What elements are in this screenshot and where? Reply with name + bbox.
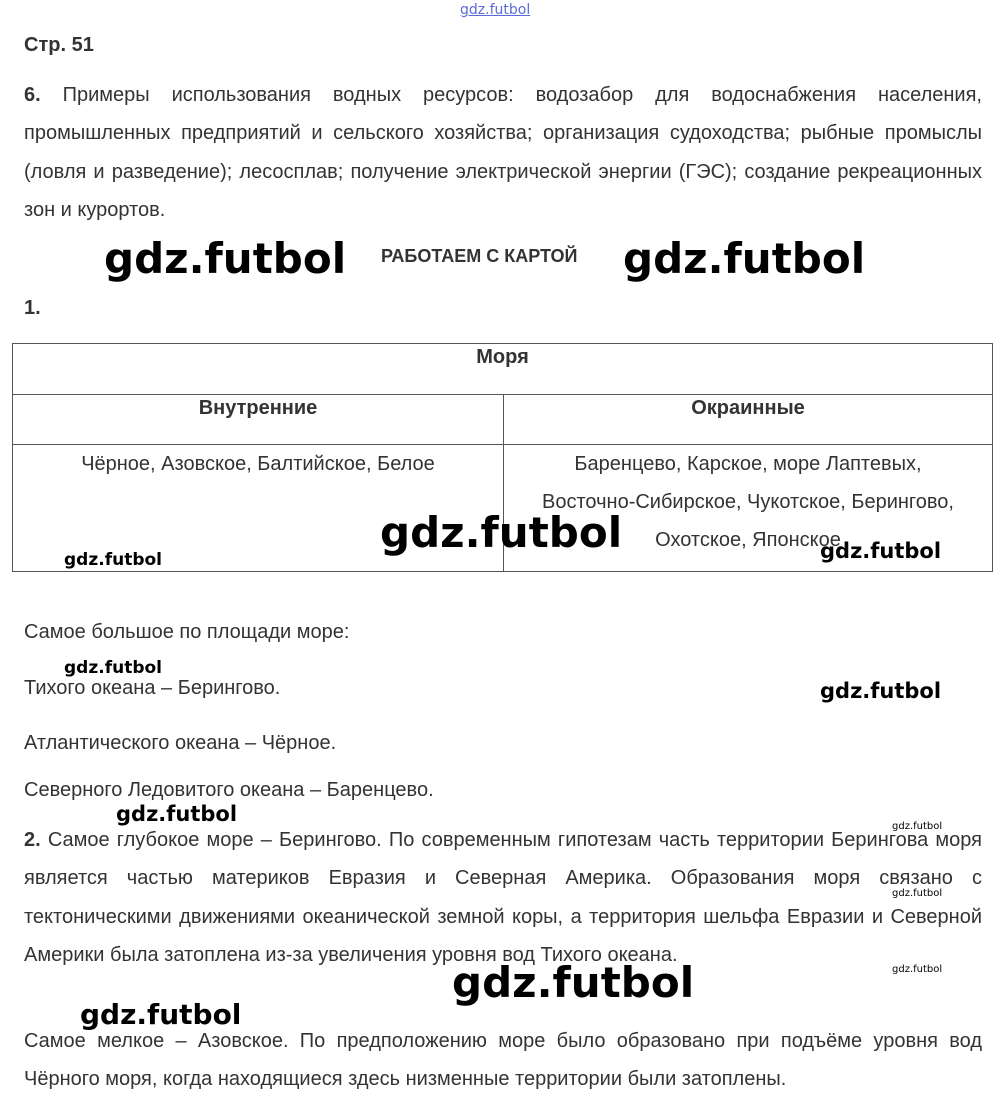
watermark-11: gdz.futbol [892,821,943,832]
largest-arctic: Северного Ледовитого океана – Баренцево. [24,779,434,801]
watermark-8: gdz.futbol [820,679,942,703]
largest-label: Самое большое по площади море: [24,621,350,643]
task-6 [24,76,982,229]
table-title: Моря [476,346,529,368]
task-2-number: 2. [24,829,41,851]
table-title-cell [13,344,993,395]
marginal-seas-line-2: Восточно-Сибирское, Чукотское, Берингово, [542,491,954,513]
watermark-7: gdz.futbol [64,658,162,678]
task-1-number: 1. [24,297,41,319]
watermark-13: gdz.futbol [892,964,943,975]
task-2 [24,821,982,974]
section-title: РАБОТАЕМ С КАРТОЙ [381,246,578,266]
task-6-number: 6. [24,84,41,106]
watermark-2: gdz.futbol [623,234,866,283]
inner-seas: Чёрное, Азовское, Балтийское, Белое [81,453,435,475]
task-2-text: Самое глубокое море – Берингово. По современным гипотезам часть территории Берингова моря является частью материков Евразия и Северная Америка. Образования моря связано с тектоническими движениями океанической земной коры, а территория шельфа Евразии и Северной Америки была затоплена из-за увеличения уровня вод Тихого океана. [24,829,982,966]
task-2-shallowest: Самое мелкое – Азовское. По предположению море было образовано при подъёме уровня вод Чёрного моря, когда находящиеся здесь низменные территории были затоплены. [24,1030,982,1091]
watermark-6: gdz.futbol [820,539,942,563]
watermark-top: gdz.futbol [460,2,531,18]
largest-atlantic: Атлантического океана – Чёрное. [24,732,337,754]
largest-pacific: Тихого океана – Берингово. [24,677,281,699]
watermark-5: gdz.futbol [64,550,162,570]
col-marginal-header-cell [504,395,993,445]
marginal-seas-line-3: Охотское, Японское [655,529,841,551]
col-marginal-header: Окраинные [691,397,805,419]
watermark-1: gdz.futbol [104,234,347,283]
watermark-10: gdz.futbol [80,998,242,1031]
col-inner-header: Внутренние [198,397,318,419]
watermark-4: gdz.futbol [452,958,695,1007]
marginal-seas-line-1: Баренцево, Карское, море Лаптевых, [574,453,922,475]
watermark-9: gdz.futbol [116,802,238,826]
page-ref: Стр. 51 [24,34,94,56]
watermark-12: gdz.futbol [892,888,943,899]
task-6-text: Примеры использования водных ресурсов: водозабор для водоснабжения населения, промышленных предприятий и сельского хозяйства; организация судоходства; рыбные промыслы (ловля и разведение); лесосплав; получение электрической энергии (ГЭС); создание рекреационных зон и курортов. [24,84,982,221]
watermark-3: gdz.futbol [380,508,623,557]
col-inner-header-cell [13,395,504,445]
